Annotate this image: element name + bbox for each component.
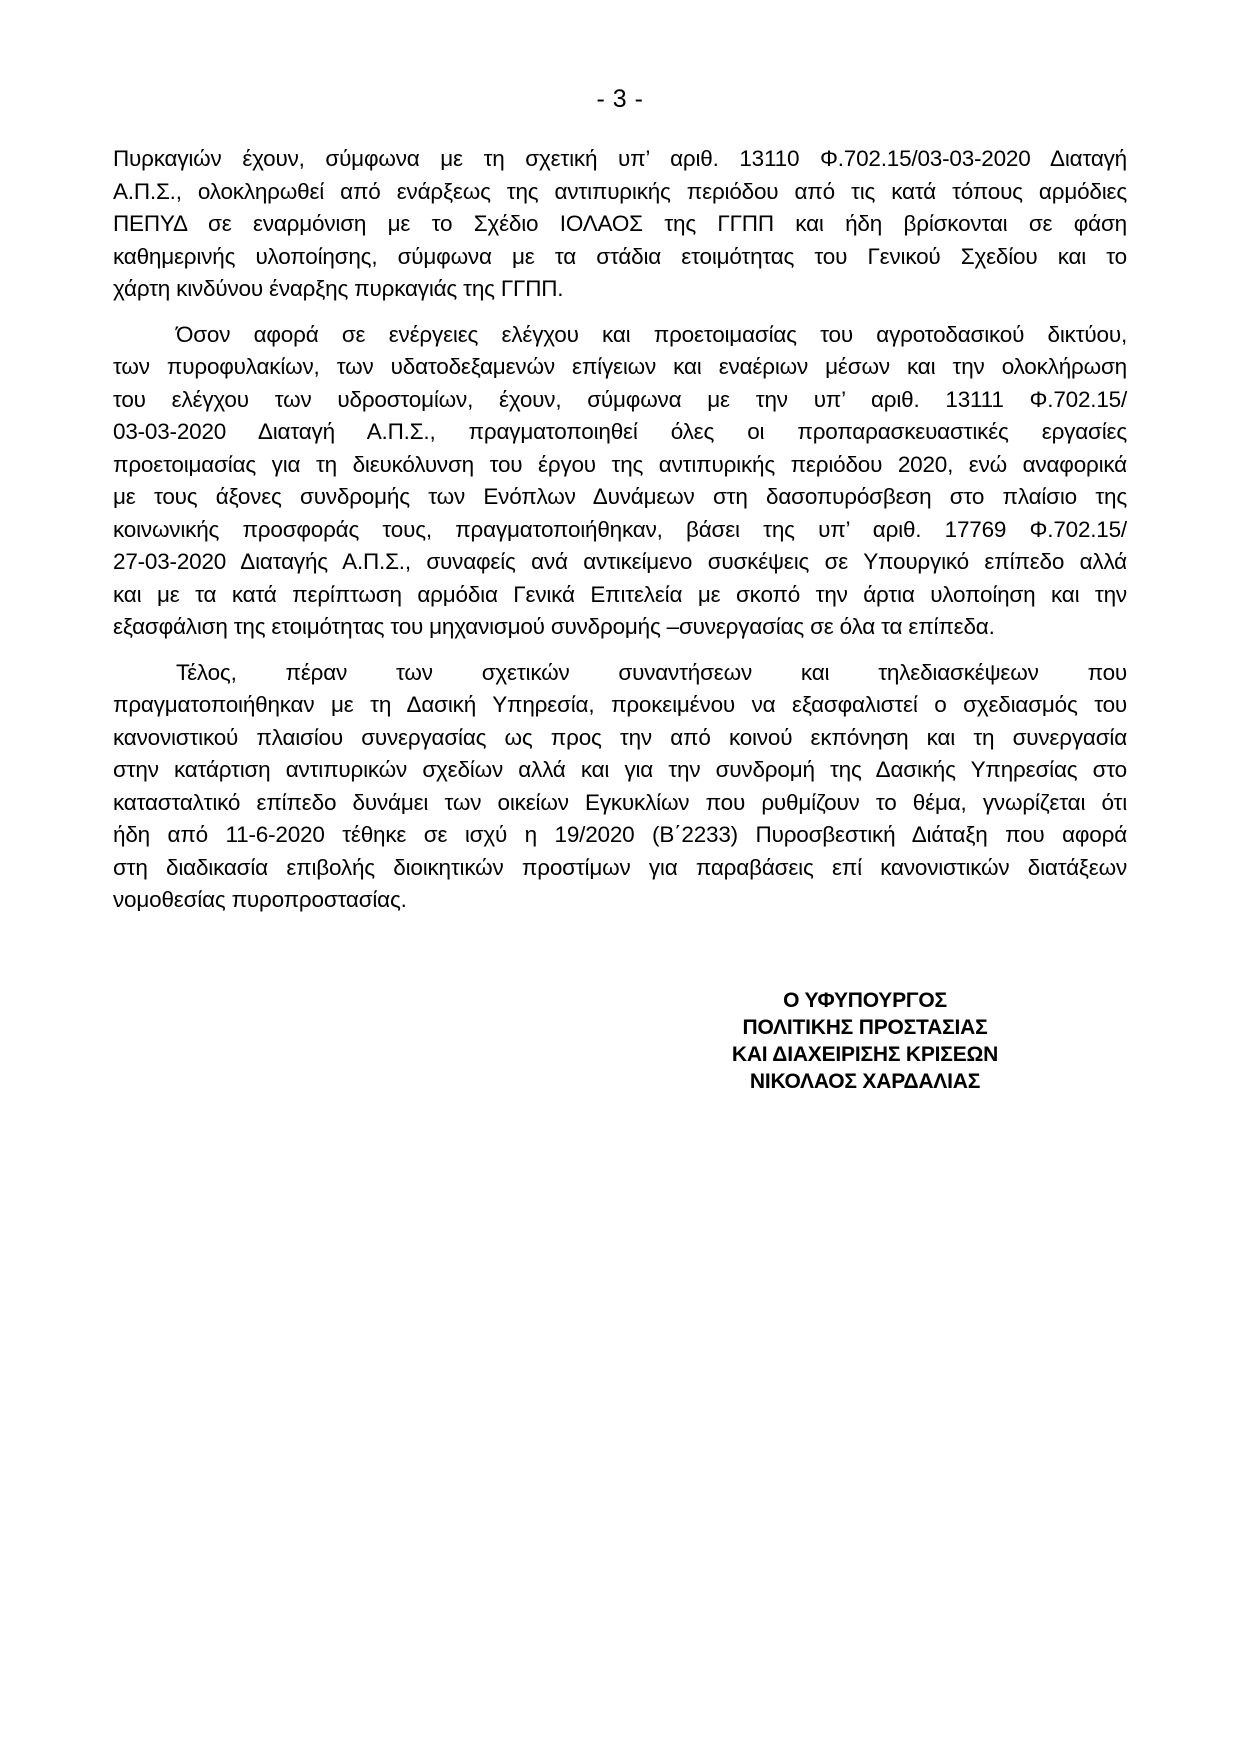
text-line: 03-03-2020 Διαταγή Α.Π.Σ., πραγματοποιηθεί όλες οι προπαρασκευαστικές εργασίες — [113, 419, 1127, 444]
text-line: Ο ΥΦΥΠΟΥΡΓΟΣ — [783, 988, 947, 1012]
text-line: νομοθεσίας πυροπροστασίας. — [113, 887, 407, 912]
document-body — [113, 143, 1127, 917]
text-line: κατασταλτικό επίπεδο δυνάμει των οικείων Εγκυκλίων που ρυθμίζουν το θέμα, γνωρίζεται ότι — [113, 789, 1127, 815]
text-line: Τέλος, πέραν των σχετικών συναντήσεων και τηλεδιασκέψεων που — [176, 659, 1127, 685]
paragraph-3 — [113, 657, 1127, 917]
text-line: κοινωνικής προσφοράς τους, πραγματοποιήθηκαν, βάσει της υπ’ αριθ. 17769 Φ.702.15/ — [113, 516, 1127, 542]
text-line: εξασφάλιση της ετοιμότητας του μηχανισμού συνδρομής –συνεργασίας σε όλα τα επίπεδα. — [113, 614, 995, 639]
text-line: ΠΟΛΙΤΙΚΗΣ ΠΡΟΣΤΑΣΙΑΣ — [742, 1015, 988, 1039]
signature-block — [645, 987, 1085, 1095]
text-line: καθημερινής υλοποίησης, σύμφωνα με τα στάδια ετοιμότητας του Γενικού Σχεδίου και το — [113, 243, 1127, 269]
text-line: ΠΕΠΥΔ σε εναρμόνιση με το Σχέδιο ΙΟΛΑΟΣ της ΓΓΠΠ και ήδη βρίσκονται σε φάση — [113, 211, 1127, 236]
text-line: χάρτη κινδύνου έναρξης πυρκαγιάς της ΓΓΠΠ. — [113, 276, 564, 301]
text-line: Όσον αφορά σε ενέργειες ελέγχου και προετοιμασίας του αγροτοδασικού δικτύου, — [176, 321, 1127, 347]
text-line: ΚΑΙ ΔΙΑΧΕΙΡΙΣΗΣ ΚΡΙΣΕΩΝ — [731, 1042, 999, 1066]
page-number: - 3 - — [596, 85, 644, 113]
text-line: με τους άξονες συνδρομής των Ενόπλων Δυνάμεων στη δασοπυρόσβεση στο πλαίσιο της — [113, 484, 1127, 509]
text-line: Α.Π.Σ., ολοκληρωθεί από ενάρξεως της αντιπυρικής περιόδου από τις κατά τόπους αρμόδιες — [113, 178, 1127, 204]
paragraph-2 — [113, 319, 1127, 644]
text-line: πραγματοποιήθηκαν με τη Δασική Υπηρεσία, προκειμένου να εξασφαλιστεί ο σχεδιασμός του — [113, 692, 1127, 717]
text-line: ήδη από 11-6-2020 τέθηκε σε ισχύ η 19/2020 (Β΄2233) Πυροσβεστική Διάταξη που αφορά — [113, 822, 1127, 847]
paragraph-1 — [113, 143, 1127, 306]
text-line: ΝΙΚΟΛΑΟΣ ΧΑΡΔΑΛΙΑΣ — [749, 1069, 981, 1093]
text-line: και με τα κατά περίπτωση αρμόδια Γενικά Επιτελεία με σκοπό την άρτια υλοποίηση και την — [113, 581, 1127, 607]
text-line: Πυρκαγιών έχουν, σύμφωνα με τη σχετική υπ’ αριθ. 13110 Φ.702.15/03-03-2020 Διαταγή — [113, 146, 1127, 171]
text-line: κανονιστικού πλαισίου συνεργασίας ως προς την από κοινού εκπόνηση και τη συνεργασία — [113, 724, 1127, 750]
text-line: 27-03-2020 Διαταγής Α.Π.Σ., συναφείς ανά αντικείμενο συσκέψεις σε Υπουργικό επίπεδο αλλά — [113, 549, 1127, 574]
text-line: του ελέγχου των υδροστομίων, έχουν, σύμφωνα με την υπ’ αριθ. 13111 Φ.702.15/ — [113, 386, 1127, 412]
text-line: στην κατάρτιση αντιπυρικών σχεδίων αλλά και για την συνδρομή της Δασικής Υπηρεσίας στο — [113, 757, 1127, 782]
text-line: των πυροφυλακίων, των υδατοδεξαμενών επίγειων και εναέριων μέσων και την ολοκλήρωση — [113, 354, 1127, 379]
text-line: προετοιμασίας για τη διευκόλυνση του έργου της αντιπυρικής περιόδου 2020, ενώ αναφορικά — [113, 451, 1127, 477]
text-line: στη διαδικασία επιβολής διοικητικών προστίμων για παραβάσεις επί κανονιστικών διατάξεων — [113, 854, 1127, 880]
